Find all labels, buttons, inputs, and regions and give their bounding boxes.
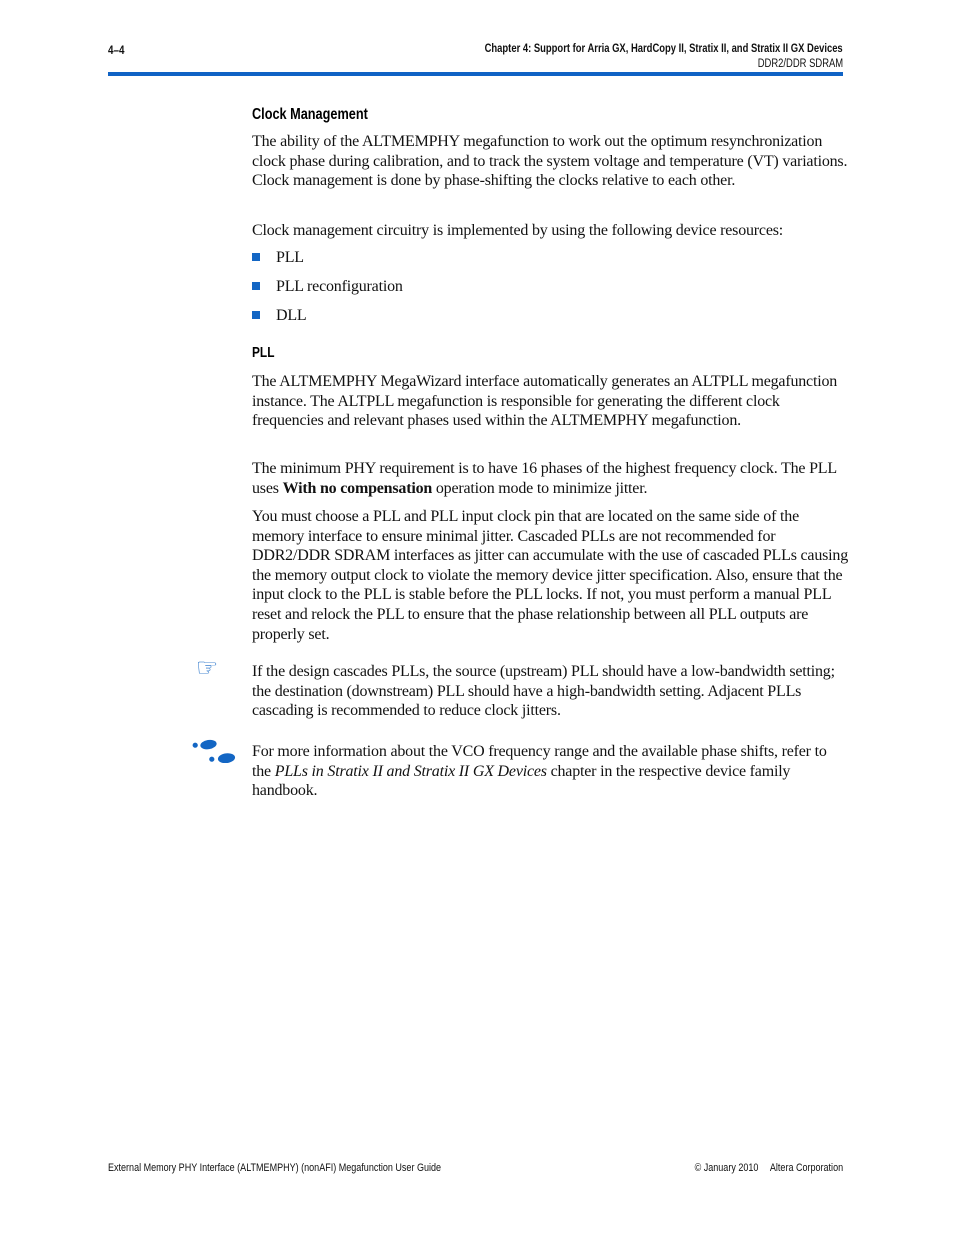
- resource-bullet-list: [252, 248, 848, 335]
- list-item-label: PLL reconfiguration: [276, 277, 403, 295]
- pointing-hand-icon: ☞: [196, 653, 219, 682]
- emphasized-setting-name: With no compensation: [282, 479, 433, 497]
- list-item-label: DLL: [276, 306, 307, 324]
- company-name: Altera Corporation: [769, 1162, 843, 1174]
- section-heading-pll: [252, 345, 279, 361]
- paragraph: [252, 459, 848, 498]
- note-paragraph: If the design cascades PLLs, the source (upstream) PLL should have a low-bandwidth setting; the destination (downstream) PLL should have a high-bandwidth setting. Adjacent PLLs cascading is recommended to reduce clock jitters.: [252, 663, 835, 720]
- paragraph-text: The minimum PHY requirement is to have 16 phases of the highest frequency clock. The PLL uses: [252, 460, 837, 497]
- section-heading-text: Clock Management: [252, 106, 368, 123]
- header-rule: [108, 72, 843, 76]
- paragraph: You must choose a PLL and PLL input clock pin that are located on the same side of the memory interface to ensure minimal jitter. Cascaded PLLs are not recommended for DDR2/DDR SDRAM interfaces as jitter can accumulate with the use of cascaded PLLs causing the memory output clock to violate the memory device jitter specification. Also, ensure that the input clock to the PLL is stable before the PLL locks. If not, you must perform a manual PLL reset and relock the PLL to ensure that the phase relationship between all PLL outputs are properly set.: [252, 508, 849, 643]
- footer-title-text: External Memory PHY Interface (ALTMEMPHY) (nonAFI) Megafunction User Guide: [108, 1162, 442, 1174]
- paragraph: Clock management circuitry is implemented by using the following device resources:: [252, 222, 784, 239]
- list-item: [252, 248, 848, 268]
- paragraph: The ALTMEMPHY MegaWizard interface automatically generates an ALTPLL megafunction instance. The ALTPLL megafunction is responsible for generating the different clock frequencies and relevant phases used within the ALTMEMPHY megafunction.: [252, 373, 838, 430]
- copyright-date: © January 2010: [694, 1162, 759, 1174]
- footer-copyright-text: [694, 1162, 843, 1174]
- header-chapter-text: Chapter 4: Support for Arria GX, HardCopy II, Stratix II, and Stratix II GX Devices: [484, 43, 843, 55]
- paragraph-text: operation mode to minimize jitter.: [432, 479, 648, 497]
- square-bullet-icon: [252, 311, 260, 319]
- note-text: chapter in the respective device family handbook.: [252, 762, 791, 800]
- footer-document-title: [108, 1162, 514, 1174]
- footsteps-icon: [192, 739, 236, 763]
- footer-copyright: [662, 1162, 843, 1174]
- header-subtitle-text: DDR2/DDR SDRAM: [757, 58, 843, 70]
- section-heading-clock-management: [252, 106, 393, 124]
- section-heading-text: PLL: [252, 345, 275, 361]
- page-number: [108, 43, 128, 57]
- list-item-label: PLL: [276, 249, 304, 266]
- header-subtitle: [406, 57, 843, 72]
- list-item: [252, 277, 848, 297]
- square-bullet-icon: [252, 253, 260, 261]
- referenced-chapter-title: PLLs in Stratix II and Stratix II GX Devices: [274, 762, 547, 780]
- header-chapter-title: [406, 42, 843, 57]
- header-right: [406, 42, 843, 72]
- list-item: [252, 306, 848, 326]
- page-number-text: 4–4: [108, 43, 125, 57]
- note-paragraph: [252, 742, 848, 801]
- paragraph: The ability of the ALTMEMPHY megafunction to work out the optimum resynchronization clock phase during calibration, and to track the system voltage and temperature (VT) variations. Clock management is done by phase-shifting the clocks relative to each other.: [252, 133, 848, 190]
- note-text: For more information about the VCO frequency range and the available phase shifts, refer to the: [252, 743, 827, 780]
- square-bullet-icon: [252, 282, 260, 290]
